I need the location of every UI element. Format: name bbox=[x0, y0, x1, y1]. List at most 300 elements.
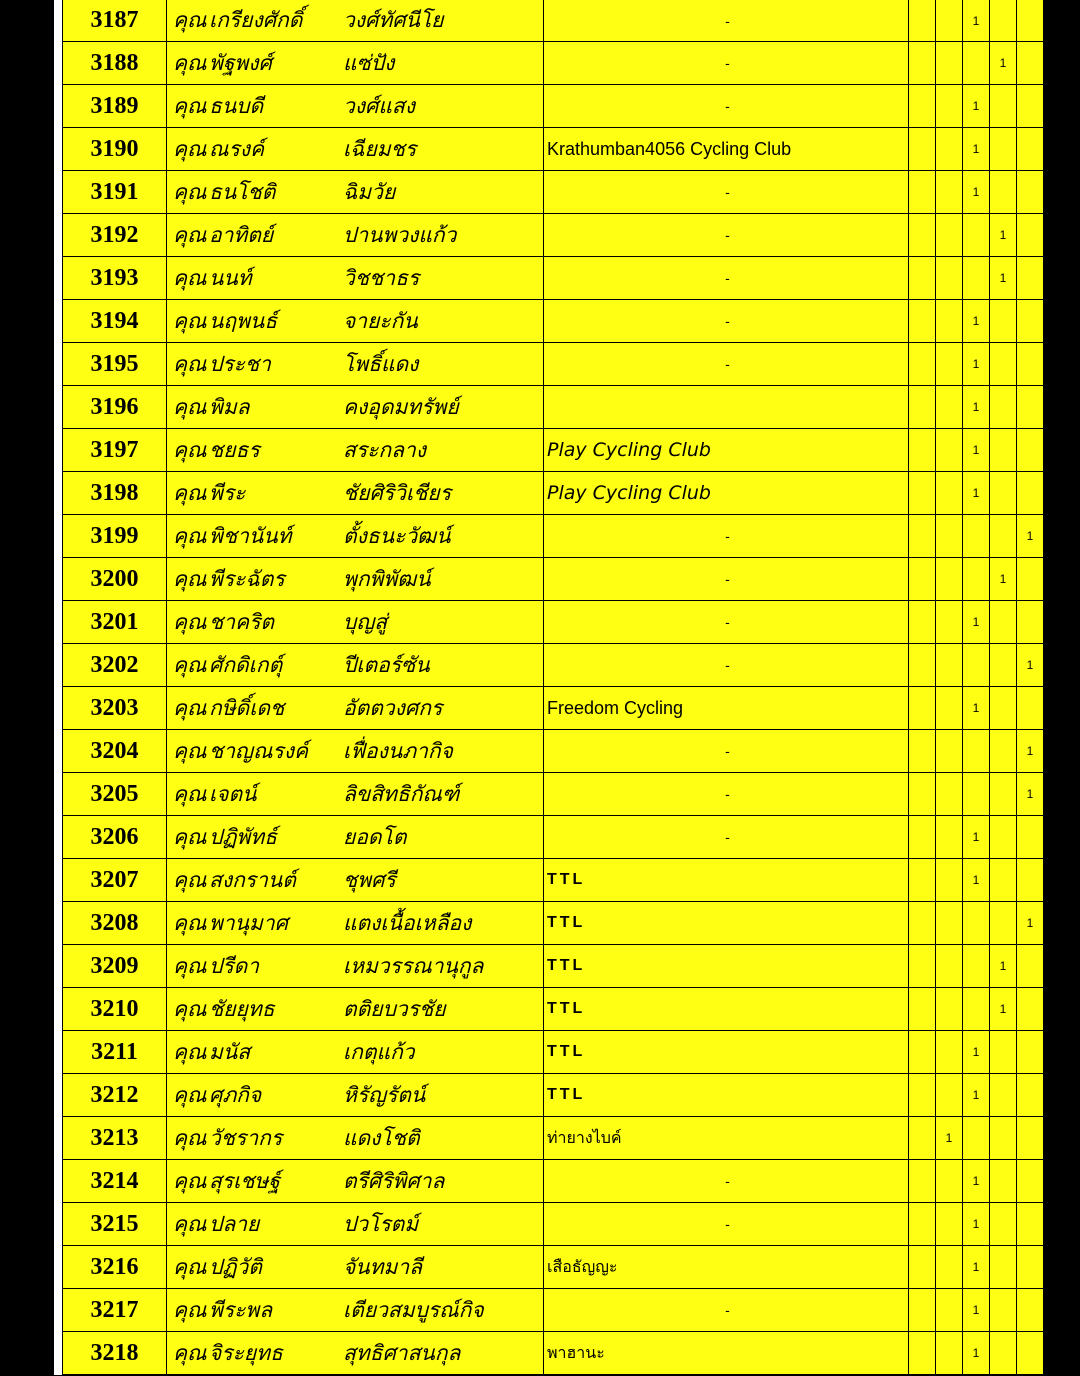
table-row bbox=[63, 171, 1044, 214]
table-row bbox=[63, 988, 1044, 1031]
category-mark-3: 1 bbox=[963, 1160, 990, 1203]
participant-name bbox=[167, 0, 544, 42]
participant-name bbox=[167, 300, 544, 343]
name-prefix: คุณ bbox=[173, 1211, 207, 1236]
club-name: Play Cycling Club bbox=[544, 429, 909, 472]
name-prefix: คุณ bbox=[173, 1254, 207, 1279]
bib-number: 3190 bbox=[63, 128, 167, 171]
last-name: เหมวรรณานุกูล bbox=[343, 953, 484, 978]
bib-number: 3202 bbox=[63, 644, 167, 687]
category-mark-2 bbox=[936, 816, 963, 859]
participant-name bbox=[167, 1289, 544, 1332]
category-mark-4 bbox=[990, 128, 1017, 171]
bib-number: 3214 bbox=[63, 1160, 167, 1203]
category-mark-2 bbox=[936, 687, 963, 730]
category-mark-5 bbox=[1017, 1332, 1044, 1376]
first-name: ชาญณรงค์ bbox=[209, 738, 309, 763]
participant-name bbox=[167, 343, 544, 386]
name-prefix: คุณ bbox=[173, 50, 207, 75]
participant-name bbox=[167, 730, 544, 773]
name-prefix: คุณ bbox=[173, 781, 207, 806]
first-name: จิระยุทธ bbox=[209, 1340, 283, 1365]
club-name: - bbox=[544, 816, 909, 859]
name-prefix: คุณ bbox=[173, 265, 207, 290]
category-mark-3: 1 bbox=[963, 300, 990, 343]
last-name: สุทธิศาสนกุล bbox=[343, 1340, 461, 1365]
category-mark-3 bbox=[963, 515, 990, 558]
table-row bbox=[63, 1031, 1044, 1074]
category-mark-5 bbox=[1017, 300, 1044, 343]
last-name: บุญสู่ bbox=[343, 609, 388, 634]
table-row bbox=[63, 558, 1044, 601]
category-mark-2 bbox=[936, 773, 963, 816]
name-prefix: คุณ bbox=[173, 867, 207, 892]
club-name bbox=[544, 386, 909, 429]
first-name: ศุภกิจ bbox=[209, 1082, 262, 1107]
category-mark-1 bbox=[909, 1117, 936, 1160]
last-name: อัตตวงศกร bbox=[343, 695, 443, 720]
category-mark-5 bbox=[1017, 1289, 1044, 1332]
category-mark-4 bbox=[990, 1332, 1017, 1376]
table-row bbox=[63, 1074, 1044, 1117]
category-mark-1 bbox=[909, 1160, 936, 1203]
category-mark-2 bbox=[936, 0, 963, 42]
last-name: วงศ์แสง bbox=[343, 93, 415, 118]
club-name: พาฮานะ bbox=[544, 1332, 909, 1376]
first-name: ศักดิเกตุ์ bbox=[209, 652, 283, 677]
last-name: โพธิ์แดง bbox=[343, 351, 419, 376]
participant-name bbox=[167, 816, 544, 859]
first-name: มนัส bbox=[209, 1039, 251, 1064]
last-name: ชุพศรี bbox=[343, 867, 396, 892]
category-mark-1 bbox=[909, 1203, 936, 1246]
club-name: Krathumban4056 Cycling Club bbox=[544, 128, 909, 171]
first-name: ปลาย bbox=[209, 1211, 260, 1236]
last-name: เตียวสมบูรณ์กิจ bbox=[343, 1297, 484, 1322]
table-row bbox=[63, 515, 1044, 558]
table-row bbox=[63, 257, 1044, 300]
bib-number: 3216 bbox=[63, 1246, 167, 1289]
category-mark-2 bbox=[936, 429, 963, 472]
first-name: พีระ bbox=[209, 480, 246, 505]
category-mark-2 bbox=[936, 945, 963, 988]
category-mark-1 bbox=[909, 171, 936, 214]
category-mark-5 bbox=[1017, 1117, 1044, 1160]
category-mark-1 bbox=[909, 687, 936, 730]
category-mark-2 bbox=[936, 1246, 963, 1289]
bib-number: 3215 bbox=[63, 1203, 167, 1246]
table-row bbox=[63, 128, 1044, 171]
table-row bbox=[63, 859, 1044, 902]
category-mark-4 bbox=[990, 859, 1017, 902]
category-mark-2: 1 bbox=[936, 1117, 963, 1160]
participant-name bbox=[167, 859, 544, 902]
first-name: เจตน์ bbox=[209, 781, 257, 806]
category-mark-1 bbox=[909, 257, 936, 300]
category-mark-2 bbox=[936, 42, 963, 85]
table-row bbox=[63, 300, 1044, 343]
last-name: ปีเตอร์ซัน bbox=[343, 652, 430, 677]
category-mark-4 bbox=[990, 902, 1017, 945]
category-mark-3 bbox=[963, 558, 990, 601]
name-prefix: คุณ bbox=[173, 996, 207, 1021]
last-name: สระกลาง bbox=[343, 437, 427, 462]
name-prefix: คุณ bbox=[173, 394, 207, 419]
club-name: TTL bbox=[544, 988, 909, 1031]
category-mark-4 bbox=[990, 300, 1017, 343]
category-mark-5: 1 bbox=[1017, 644, 1044, 687]
category-mark-4 bbox=[990, 687, 1017, 730]
first-name: กษิดิ์เดช bbox=[209, 695, 285, 720]
category-mark-5 bbox=[1017, 386, 1044, 429]
last-name: คงอุดมทรัพย์ bbox=[343, 394, 459, 419]
category-mark-1 bbox=[909, 85, 936, 128]
table-row bbox=[63, 644, 1044, 687]
category-mark-3 bbox=[963, 257, 990, 300]
category-mark-3: 1 bbox=[963, 1203, 990, 1246]
category-mark-4 bbox=[990, 171, 1017, 214]
category-mark-2 bbox=[936, 859, 963, 902]
bib-number: 3208 bbox=[63, 902, 167, 945]
category-mark-2 bbox=[936, 472, 963, 515]
category-mark-1 bbox=[909, 601, 936, 644]
category-mark-4 bbox=[990, 816, 1017, 859]
participant-name bbox=[167, 257, 544, 300]
category-mark-4 bbox=[990, 1246, 1017, 1289]
category-mark-5 bbox=[1017, 1031, 1044, 1074]
last-name: จันทมาลี bbox=[343, 1254, 423, 1279]
participant-table-body bbox=[63, 0, 1044, 1375]
club-name: - bbox=[544, 558, 909, 601]
category-mark-2 bbox=[936, 515, 963, 558]
category-mark-5: 1 bbox=[1017, 730, 1044, 773]
table-row bbox=[63, 42, 1044, 85]
last-name: วิชชาธร bbox=[343, 265, 420, 290]
name-prefix: คุณ bbox=[173, 437, 207, 462]
first-name: ชัยยุทธ bbox=[209, 996, 275, 1021]
last-name: เฉียมชร bbox=[343, 136, 417, 161]
name-prefix: คุณ bbox=[173, 824, 207, 849]
table-row bbox=[63, 0, 1044, 42]
category-mark-3: 1 bbox=[963, 1246, 990, 1289]
last-name: เกตุแก้ว bbox=[343, 1039, 415, 1064]
first-name: พัฐพงศ์ bbox=[209, 50, 272, 75]
first-name: นฤพนธ์ bbox=[209, 308, 278, 333]
table-row bbox=[63, 472, 1044, 515]
club-name: - bbox=[544, 171, 909, 214]
category-mark-2 bbox=[936, 1203, 963, 1246]
name-prefix: คุณ bbox=[173, 222, 207, 247]
club-name: TTL bbox=[544, 1074, 909, 1117]
club-name: - bbox=[544, 0, 909, 42]
club-name: - bbox=[544, 515, 909, 558]
category-mark-4 bbox=[990, 386, 1017, 429]
category-mark-3: 1 bbox=[963, 128, 990, 171]
table-row bbox=[63, 945, 1044, 988]
first-name: ชาคริต bbox=[209, 609, 275, 634]
bib-number: 3204 bbox=[63, 730, 167, 773]
participant-name bbox=[167, 558, 544, 601]
last-name: แซ่ปัง bbox=[343, 50, 395, 75]
club-name: - bbox=[544, 1160, 909, 1203]
table-row bbox=[63, 1203, 1044, 1246]
last-name: ยอดโต bbox=[343, 824, 407, 849]
category-mark-2 bbox=[936, 1031, 963, 1074]
category-mark-1 bbox=[909, 214, 936, 257]
category-mark-3: 1 bbox=[963, 1289, 990, 1332]
name-prefix: คุณ bbox=[173, 523, 207, 548]
first-name: ประชา bbox=[209, 351, 271, 376]
participant-name bbox=[167, 988, 544, 1031]
name-prefix: คุณ bbox=[173, 1039, 207, 1064]
category-mark-2 bbox=[936, 214, 963, 257]
category-mark-2 bbox=[936, 601, 963, 644]
participant-name bbox=[167, 1031, 544, 1074]
table-row bbox=[63, 773, 1044, 816]
name-prefix: คุณ bbox=[173, 652, 207, 677]
bib-number: 3217 bbox=[63, 1289, 167, 1332]
category-mark-4 bbox=[990, 1203, 1017, 1246]
category-mark-1 bbox=[909, 773, 936, 816]
category-mark-3: 1 bbox=[963, 343, 990, 386]
participant-name bbox=[167, 128, 544, 171]
first-name: ปฏิวัติ bbox=[209, 1254, 262, 1279]
first-name: วัชรากร bbox=[209, 1125, 283, 1150]
participant-name bbox=[167, 214, 544, 257]
last-name: หิรัญรัตน์ bbox=[343, 1082, 426, 1107]
category-mark-2 bbox=[936, 730, 963, 773]
first-name: พิชานันท์ bbox=[209, 523, 292, 548]
category-mark-5 bbox=[1017, 558, 1044, 601]
category-mark-5 bbox=[1017, 0, 1044, 42]
category-mark-1 bbox=[909, 558, 936, 601]
category-mark-2 bbox=[936, 386, 963, 429]
table-row bbox=[63, 1289, 1044, 1332]
participant-name bbox=[167, 601, 544, 644]
category-mark-5 bbox=[1017, 42, 1044, 85]
category-mark-4: 1 bbox=[990, 257, 1017, 300]
last-name: ชัยศิริวิเชียร bbox=[343, 480, 451, 505]
category-mark-3 bbox=[963, 214, 990, 257]
last-name: ตรีศิริพิศาล bbox=[343, 1168, 445, 1193]
participant-name bbox=[167, 687, 544, 730]
club-name: TTL bbox=[544, 902, 909, 945]
bib-number: 3209 bbox=[63, 945, 167, 988]
category-mark-2 bbox=[936, 1332, 963, 1376]
participant-name bbox=[167, 644, 544, 687]
first-name: ธนบดี bbox=[209, 93, 264, 118]
category-mark-3 bbox=[963, 1117, 990, 1160]
club-name: - bbox=[544, 85, 909, 128]
bib-number: 3196 bbox=[63, 386, 167, 429]
participant-name bbox=[167, 429, 544, 472]
category-mark-3 bbox=[963, 42, 990, 85]
club-name: - bbox=[544, 42, 909, 85]
bib-number: 3218 bbox=[63, 1332, 167, 1376]
category-mark-5 bbox=[1017, 472, 1044, 515]
bib-number: 3191 bbox=[63, 171, 167, 214]
name-prefix: คุณ bbox=[173, 1297, 207, 1322]
club-name: - bbox=[544, 644, 909, 687]
table-row bbox=[63, 386, 1044, 429]
category-mark-2 bbox=[936, 902, 963, 945]
category-mark-4 bbox=[990, 773, 1017, 816]
table-row bbox=[63, 1246, 1044, 1289]
category-mark-1 bbox=[909, 988, 936, 1031]
last-name: เฟื่องนภากิจ bbox=[343, 738, 453, 763]
participant-name bbox=[167, 171, 544, 214]
table-row bbox=[63, 429, 1044, 472]
club-name: - bbox=[544, 214, 909, 257]
category-mark-1 bbox=[909, 128, 936, 171]
category-mark-2 bbox=[936, 644, 963, 687]
category-mark-4: 1 bbox=[990, 214, 1017, 257]
participant-name bbox=[167, 42, 544, 85]
table-row bbox=[63, 214, 1044, 257]
category-mark-5: 1 bbox=[1017, 773, 1044, 816]
category-mark-3 bbox=[963, 644, 990, 687]
participant-name bbox=[167, 945, 544, 988]
category-mark-1 bbox=[909, 644, 936, 687]
category-mark-3: 1 bbox=[963, 0, 990, 42]
category-mark-1 bbox=[909, 386, 936, 429]
category-mark-4 bbox=[990, 472, 1017, 515]
category-mark-2 bbox=[936, 85, 963, 128]
category-mark-1 bbox=[909, 730, 936, 773]
participant-name bbox=[167, 773, 544, 816]
club-name: Freedom Cycling bbox=[544, 687, 909, 730]
bib-number: 3194 bbox=[63, 300, 167, 343]
bib-number: 3212 bbox=[63, 1074, 167, 1117]
category-mark-5 bbox=[1017, 945, 1044, 988]
table-row bbox=[63, 902, 1044, 945]
category-mark-3: 1 bbox=[963, 472, 990, 515]
category-mark-4: 1 bbox=[990, 558, 1017, 601]
category-mark-4 bbox=[990, 85, 1017, 128]
participant-name bbox=[167, 1117, 544, 1160]
category-mark-1 bbox=[909, 0, 936, 42]
table-row bbox=[63, 601, 1044, 644]
last-name: จายะกัน bbox=[343, 308, 418, 333]
bib-number: 3187 bbox=[63, 0, 167, 42]
category-mark-2 bbox=[936, 1289, 963, 1332]
participant-name bbox=[167, 386, 544, 429]
category-mark-1 bbox=[909, 1031, 936, 1074]
category-mark-4 bbox=[990, 1117, 1017, 1160]
name-prefix: คุณ bbox=[173, 1340, 207, 1365]
category-mark-3: 1 bbox=[963, 171, 990, 214]
category-mark-5 bbox=[1017, 859, 1044, 902]
name-prefix: คุณ bbox=[173, 609, 207, 634]
category-mark-3 bbox=[963, 730, 990, 773]
name-prefix: คุณ bbox=[173, 1168, 207, 1193]
first-name: พิมล bbox=[209, 394, 250, 419]
last-name: ปวโรตม์ bbox=[343, 1211, 419, 1236]
first-name: พานุมาศ bbox=[209, 910, 288, 935]
club-name: - bbox=[544, 257, 909, 300]
category-mark-1 bbox=[909, 902, 936, 945]
participant-table bbox=[62, 0, 1044, 1376]
bib-number: 3193 bbox=[63, 257, 167, 300]
category-mark-2 bbox=[936, 343, 963, 386]
name-prefix: คุณ bbox=[173, 308, 207, 333]
bib-number: 3192 bbox=[63, 214, 167, 257]
club-name: เสือธัญญะ bbox=[544, 1246, 909, 1289]
last-name: ฉิมวัย bbox=[343, 179, 396, 204]
name-prefix: คุณ bbox=[173, 1082, 207, 1107]
name-prefix: คุณ bbox=[173, 695, 207, 720]
category-mark-5 bbox=[1017, 257, 1044, 300]
first-name: ชยธร bbox=[209, 437, 260, 462]
bib-number: 3210 bbox=[63, 988, 167, 1031]
name-prefix: คุณ bbox=[173, 136, 207, 161]
participant-name bbox=[167, 1074, 544, 1117]
category-mark-2 bbox=[936, 300, 963, 343]
category-mark-1 bbox=[909, 300, 936, 343]
first-name: สงกรานต์ bbox=[209, 867, 296, 892]
name-prefix: คุณ bbox=[173, 480, 207, 505]
bib-number: 3199 bbox=[63, 515, 167, 558]
category-mark-3: 1 bbox=[963, 859, 990, 902]
name-prefix: คุณ bbox=[173, 8, 207, 32]
name-prefix: คุณ bbox=[173, 953, 207, 978]
category-mark-5 bbox=[1017, 687, 1044, 730]
table-row bbox=[63, 85, 1044, 128]
category-mark-3 bbox=[963, 945, 990, 988]
category-mark-1 bbox=[909, 1074, 936, 1117]
bib-number: 3206 bbox=[63, 816, 167, 859]
category-mark-1 bbox=[909, 515, 936, 558]
club-name: - bbox=[544, 730, 909, 773]
table-row bbox=[63, 1117, 1044, 1160]
last-name: พุกพิพัฒน์ bbox=[343, 566, 431, 591]
bib-number: 3200 bbox=[63, 558, 167, 601]
table-row bbox=[63, 1332, 1044, 1376]
category-mark-5 bbox=[1017, 1160, 1044, 1203]
table-row bbox=[63, 1160, 1044, 1203]
category-mark-4 bbox=[990, 0, 1017, 42]
category-mark-2 bbox=[936, 128, 963, 171]
name-prefix: คุณ bbox=[173, 179, 207, 204]
first-name: ธนโชติ bbox=[209, 179, 276, 204]
first-name: พีระฉัตร bbox=[209, 566, 285, 591]
first-name: ปรีดา bbox=[209, 953, 260, 978]
participant-name bbox=[167, 472, 544, 515]
category-mark-3: 1 bbox=[963, 1074, 990, 1117]
bib-number: 3195 bbox=[63, 343, 167, 386]
category-mark-5 bbox=[1017, 601, 1044, 644]
name-prefix: คุณ bbox=[173, 566, 207, 591]
table-row bbox=[63, 687, 1044, 730]
category-mark-1 bbox=[909, 1289, 936, 1332]
first-name: อาทิตย์ bbox=[209, 222, 274, 247]
category-mark-4 bbox=[990, 1031, 1017, 1074]
category-mark-2 bbox=[936, 558, 963, 601]
table-row bbox=[63, 730, 1044, 773]
category-mark-1 bbox=[909, 429, 936, 472]
category-mark-3: 1 bbox=[963, 816, 990, 859]
category-mark-5 bbox=[1017, 214, 1044, 257]
participant-name bbox=[167, 85, 544, 128]
club-name: Play Cycling Club bbox=[544, 472, 909, 515]
club-name: TTL bbox=[544, 1031, 909, 1074]
club-name: - bbox=[544, 1203, 909, 1246]
first-name: ณรงค์ bbox=[209, 136, 265, 161]
bib-number: 3205 bbox=[63, 773, 167, 816]
club-name: - bbox=[544, 773, 909, 816]
club-name: TTL bbox=[544, 859, 909, 902]
category-mark-4 bbox=[990, 515, 1017, 558]
